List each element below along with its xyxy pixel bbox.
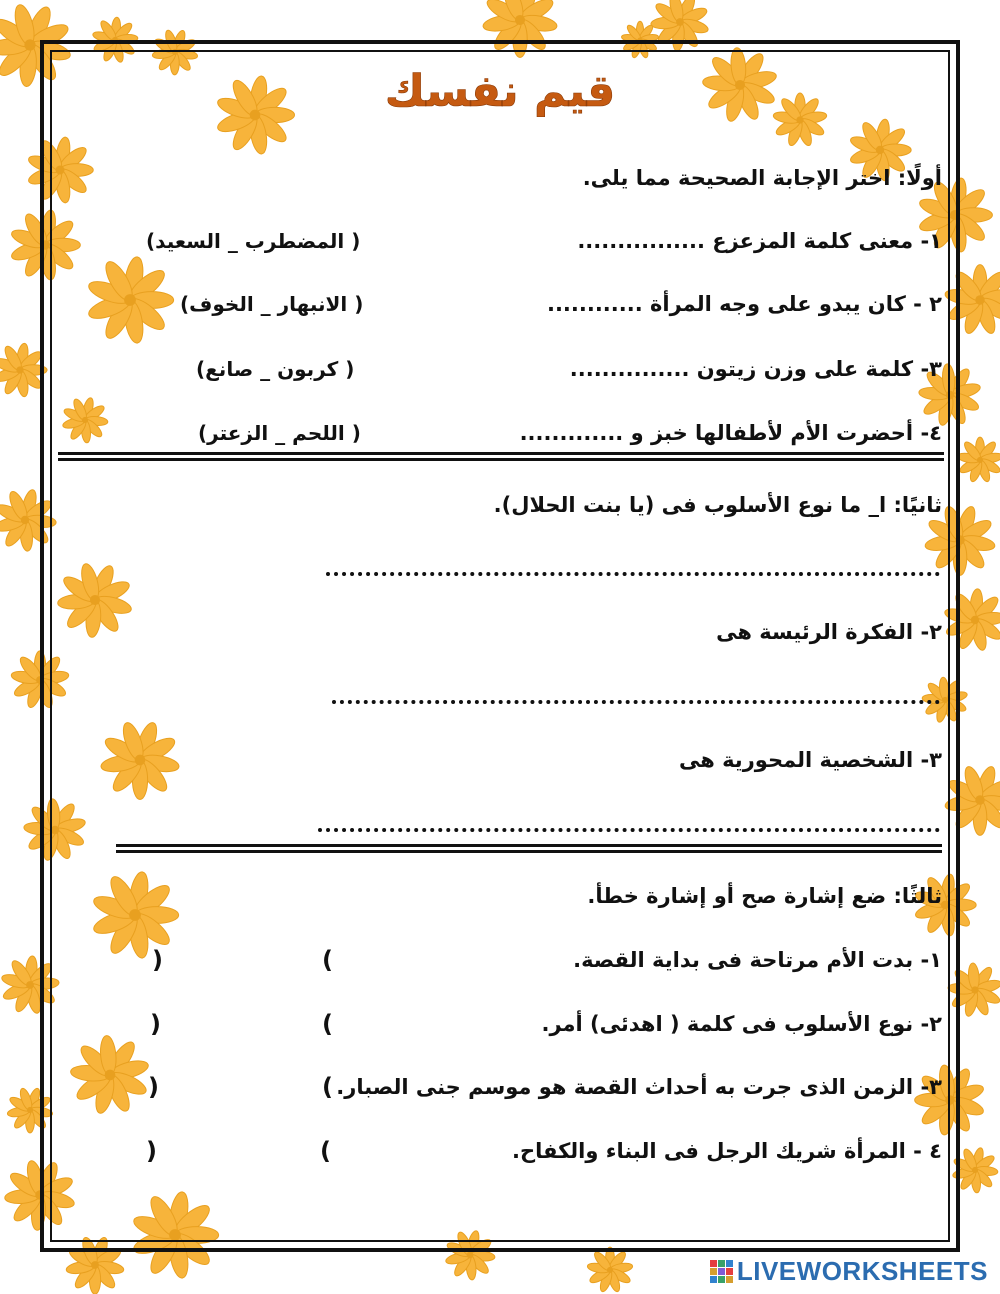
tf-statement-3: ٣- الزمن الذى جرت به أحداث القصة هو موسم جنى الصبار. bbox=[336, 1075, 942, 1099]
tf-answer-open-1: ( bbox=[322, 946, 333, 974]
section2-question-3: ٣- الشخصية المحورية هى bbox=[678, 748, 942, 772]
tf-answer-close-3: ) bbox=[148, 1073, 159, 1101]
tf-statement-1: ١- بدت الأم مرتاحة فى بداية القصة. bbox=[573, 948, 942, 972]
section3-heading: ثالثًا: ضع إشارة صح أو إشارة خطأ. bbox=[587, 884, 942, 908]
mcq-options-3[interactable]: ( كربون _ صانع) bbox=[196, 357, 355, 381]
tf-statement-2: ٢- نوع الأسلوب فى كلمة ( اهدئى) أمر. bbox=[541, 1012, 942, 1036]
liveworksheets-logo bbox=[710, 1256, 988, 1287]
tf-answer-close-1: ) bbox=[152, 946, 163, 974]
section-divider-2 bbox=[116, 844, 942, 853]
tf-answer-open-4: ( bbox=[320, 1137, 331, 1165]
mcq-question-1: ١- معنى كلمة المزعزع ................ bbox=[577, 229, 942, 253]
section1-heading: أولًا: اختر الإجابة الصحيحة مما يلى. bbox=[582, 166, 942, 190]
section2-question-2: ٢- الفكرة الرئيسة هى bbox=[716, 620, 942, 644]
page-title: قيم نفسك bbox=[384, 66, 616, 117]
mcq-options-4[interactable]: ( اللحم _ الزعتر) bbox=[198, 421, 361, 445]
tf-answer-close-2: ) bbox=[150, 1010, 161, 1038]
flower-decoration bbox=[587, 1247, 634, 1293]
tf-answer-open-2: ( bbox=[322, 1010, 333, 1038]
tf-answer-close-4: ) bbox=[146, 1137, 157, 1165]
brand-text: LIVEWORKSHEETS bbox=[736, 1256, 988, 1286]
mcq-question-4: ٤- أحضرت الأم لأطفالها خبز و ............. bbox=[519, 421, 942, 445]
mcq-question-3: ٣- كلمة على وزن زيتون ............... bbox=[569, 357, 942, 381]
tf-answer-open-3: ( bbox=[322, 1073, 333, 1101]
mcq-options-2[interactable]: ( الانبهار _ الخوف) bbox=[180, 292, 364, 316]
answer-line-3[interactable] bbox=[318, 828, 940, 832]
mcq-question-2: ٢ - كان يبدو على وجه المرأة ............ bbox=[546, 292, 942, 316]
answer-line-1[interactable] bbox=[326, 572, 940, 576]
section2-heading: ثانيًا: ا_ ما نوع الأسلوب فى (يا بنت الحلال). bbox=[493, 493, 942, 517]
section-divider-1 bbox=[58, 452, 944, 461]
answer-line-2[interactable] bbox=[332, 700, 940, 704]
mcq-options-1[interactable]: ( المضطرب _ السعيد) bbox=[146, 229, 361, 253]
tf-statement-4: ٤ - المرأة شريك الرجل فى البناء والكفاح. bbox=[511, 1139, 942, 1163]
logo-blocks-icon bbox=[710, 1260, 733, 1283]
flower-decoration bbox=[957, 437, 1000, 483]
